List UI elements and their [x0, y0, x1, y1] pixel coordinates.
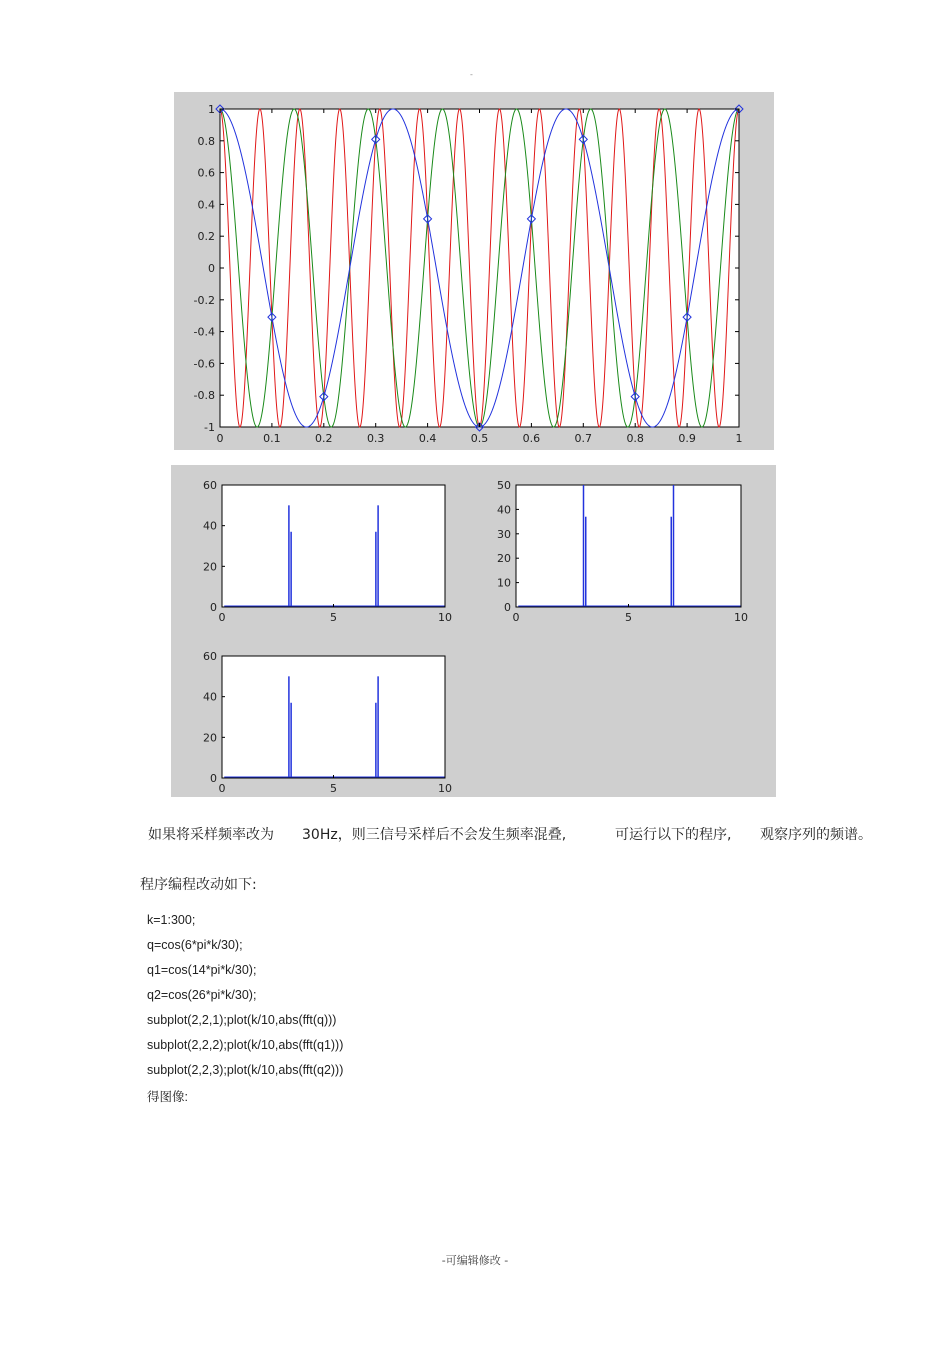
subplot-area-2: [516, 485, 741, 607]
code-line: subplot(2,2,1);plot(k/10,abs(fft(q))): [147, 1013, 337, 1027]
y-tick-label: 0.6: [197, 166, 215, 180]
y-tick-label: -0.6: [193, 357, 215, 371]
para1-part-c: 可运行以下的程序,: [615, 827, 732, 843]
y-tick-label: -0.2: [193, 293, 215, 307]
code-line: q=cos(6*pi*k/30);: [147, 938, 243, 952]
x-tick-label: 0.1: [263, 432, 281, 445]
subplot-area-1: [222, 485, 445, 607]
x-tick-label: 0.9: [678, 432, 696, 445]
x-tick-label: 0.7: [574, 432, 593, 445]
paragraph-program-intro: 程序编程改动如下:: [140, 877, 257, 893]
y-tick-label: 20: [203, 560, 217, 574]
y-tick-label: 10: [497, 576, 511, 590]
code-line: q2=cos(26*pi*k/30);: [147, 988, 257, 1002]
after-code-text: 得图像:: [147, 1090, 188, 1104]
time-domain-figure: [174, 92, 774, 450]
para1-part-b: 30Hz，则三信号采样后不会发生频率混叠,: [302, 827, 567, 843]
para1-part-d: 观察序列的频谱。: [760, 827, 872, 843]
x-tick-label: 0.5: [470, 432, 489, 445]
y-tick-label: 0.2: [197, 230, 215, 244]
header-mark: -: [470, 70, 473, 79]
x-tick-label: 5: [330, 782, 337, 795]
y-tick-label: 50: [497, 479, 511, 492]
spectrum-figure: [171, 465, 776, 797]
y-tick-label: 40: [203, 519, 217, 533]
y-tick-label: 20: [497, 552, 511, 566]
x-tick-label: 0: [218, 782, 226, 795]
subplot-area-3: [222, 656, 445, 778]
x-tick-label: 0: [512, 611, 520, 624]
y-tick-label: -0.4: [193, 325, 215, 339]
y-tick-label: 0: [210, 772, 217, 785]
x-tick-label: 0: [216, 432, 224, 445]
x-tick-label: 0.6: [522, 432, 541, 445]
page-footer: -可编辑修改 -: [441, 1254, 509, 1267]
x-tick-label: 0.2: [315, 432, 333, 445]
x-tick-label: 10: [438, 611, 452, 624]
plot-area: [220, 109, 739, 427]
y-tick-label: 0.8: [197, 134, 215, 148]
y-tick-label: -1: [204, 421, 215, 434]
time-domain-plot: [174, 92, 774, 450]
x-tick-label: 0.8: [626, 432, 644, 445]
x-tick-label: 1: [735, 432, 743, 445]
y-tick-label: 0: [208, 262, 215, 275]
x-tick-label: 5: [625, 611, 632, 624]
x-tick-label: 10: [734, 611, 748, 624]
y-tick-label: 40: [203, 690, 217, 704]
code-line: subplot(2,2,2);plot(k/10,abs(fft(q1))): [147, 1038, 344, 1052]
spectrum-plots: [171, 465, 776, 797]
y-tick-label: 60: [203, 650, 217, 663]
y-tick-label: 40: [497, 503, 511, 517]
code-line: subplot(2,2,3);plot(k/10,abs(fft(q2))): [147, 1063, 344, 1077]
y-tick-label: 0.4: [197, 198, 215, 212]
y-tick-label: 0: [504, 601, 511, 614]
x-tick-label: 0.3: [366, 432, 385, 445]
y-tick-label: 20: [203, 731, 217, 745]
y-tick-label: 1: [208, 103, 215, 116]
y-tick-label: 60: [203, 479, 217, 492]
x-tick-label: 5: [330, 611, 337, 624]
y-tick-label: 0: [210, 601, 217, 614]
para1-part-a: 如果将采样频率改为: [148, 827, 274, 843]
x-tick-label: 0: [218, 611, 226, 624]
y-tick-label: -0.8: [193, 389, 215, 403]
code-line: k=1:300;: [147, 913, 196, 927]
x-tick-label: 10: [438, 782, 452, 795]
x-tick-label: 0.4: [418, 432, 437, 445]
y-tick-label: 30: [497, 527, 511, 541]
code-line: q1=cos(14*pi*k/30);: [147, 963, 257, 977]
